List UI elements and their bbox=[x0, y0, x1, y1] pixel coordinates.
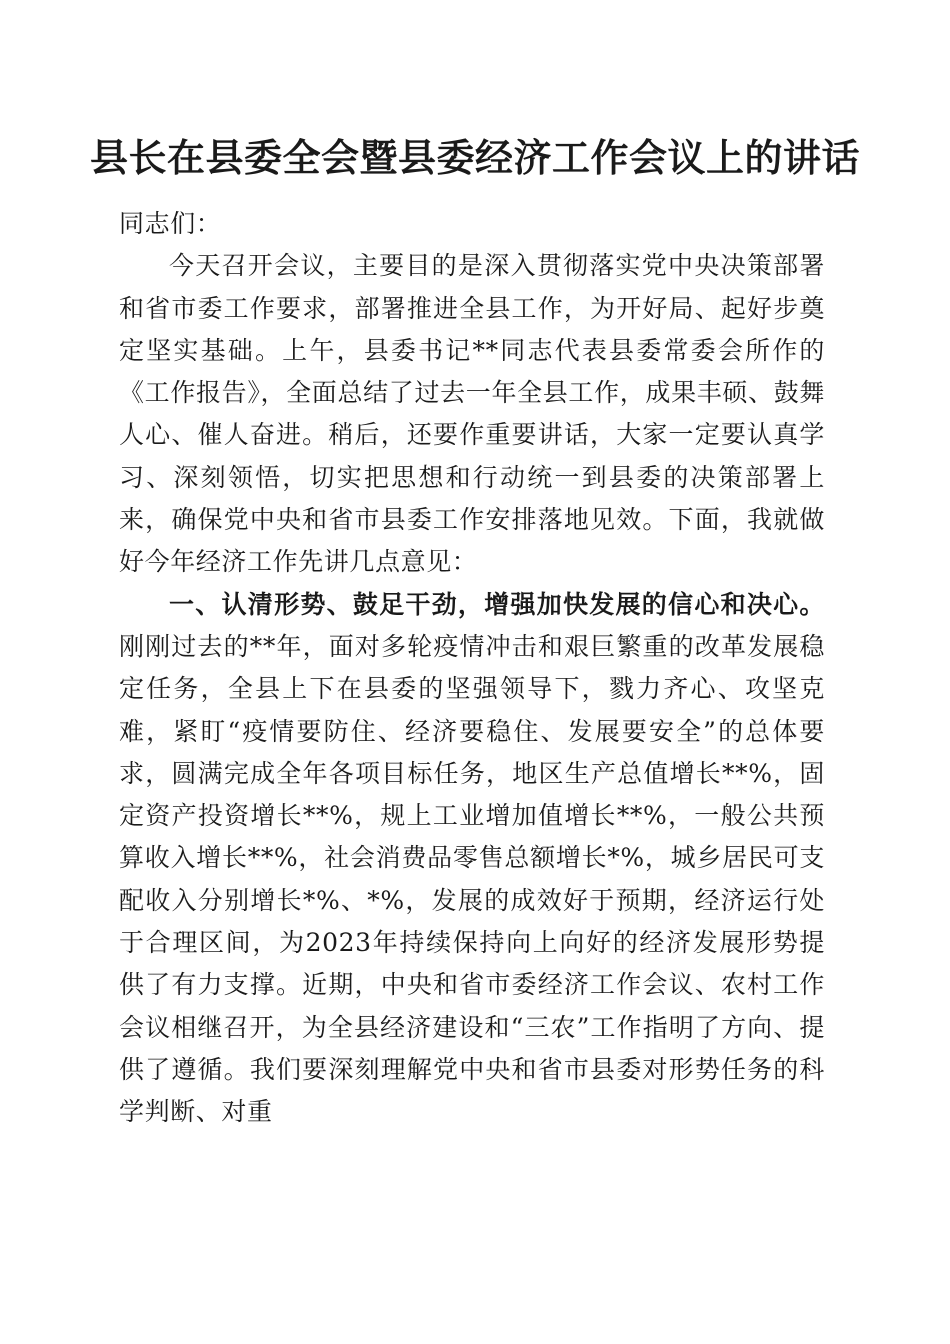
document-title: 县长在县委全会暨县委经济工作会议上的讲话 bbox=[89, 135, 860, 180]
section-one-heading: 一、认清形势、鼓足干劲，增强加快发展的信心和决心。 bbox=[169, 589, 825, 619]
section-one-paragraph bbox=[119, 584, 825, 1134]
document-body bbox=[119, 203, 825, 1134]
salutation: 同志们： bbox=[119, 209, 222, 238]
section-one-text: 刚刚过去的**年，面对多轮疫情冲击和艰巨繁重的改革发展稳定任务，全县上下在县委的坚强领导下，戮力齐心、攻坚克难，紧盯“疫情要防住、经济要稳住、发展要安全”的总体要求，圆满完成全年各项目标任务，地区生产总值增长**%，固定资产投资增长**%，规上工业增加值增长**%，一般公共预算收入增长**%，社会消费品零售总额增长*%，城乡居民可支配收入分别增长*%、*%，发展的成效好于预期，经济运行处于合理区间，为2023年持续保持向上向好的经济发展形势提供了有力支撑。近期，中央和省市委经济工作会议、农村工作会议相继召开，为全县经济建设和“三农”工作指明了方向、提供了遵循。我们要深刻理解党中央和省市县委对形势任务的科学判断、对重 bbox=[119, 631, 825, 1127]
opening-paragraph: 今天召开会议，主要目的是深入贯彻落实党中央决策部署和省市委工作要求，部署推进全县工作，为开好局、起好步奠定坚实基础。上午，县委书记**同志代表县委常委会所作的《工作报告》，全面总结了过去一年全县工作，成果丰硕、鼓舞人心、催人奋进。稍后，还要作重要讲话，大家一定要认真学习、深刻领悟，切实把思想和行动统一到县委的决策部署上来，确保党中央和省市县委工作安排落地见效。下面，我就做好今年经济工作先讲几点意见： bbox=[119, 251, 825, 577]
